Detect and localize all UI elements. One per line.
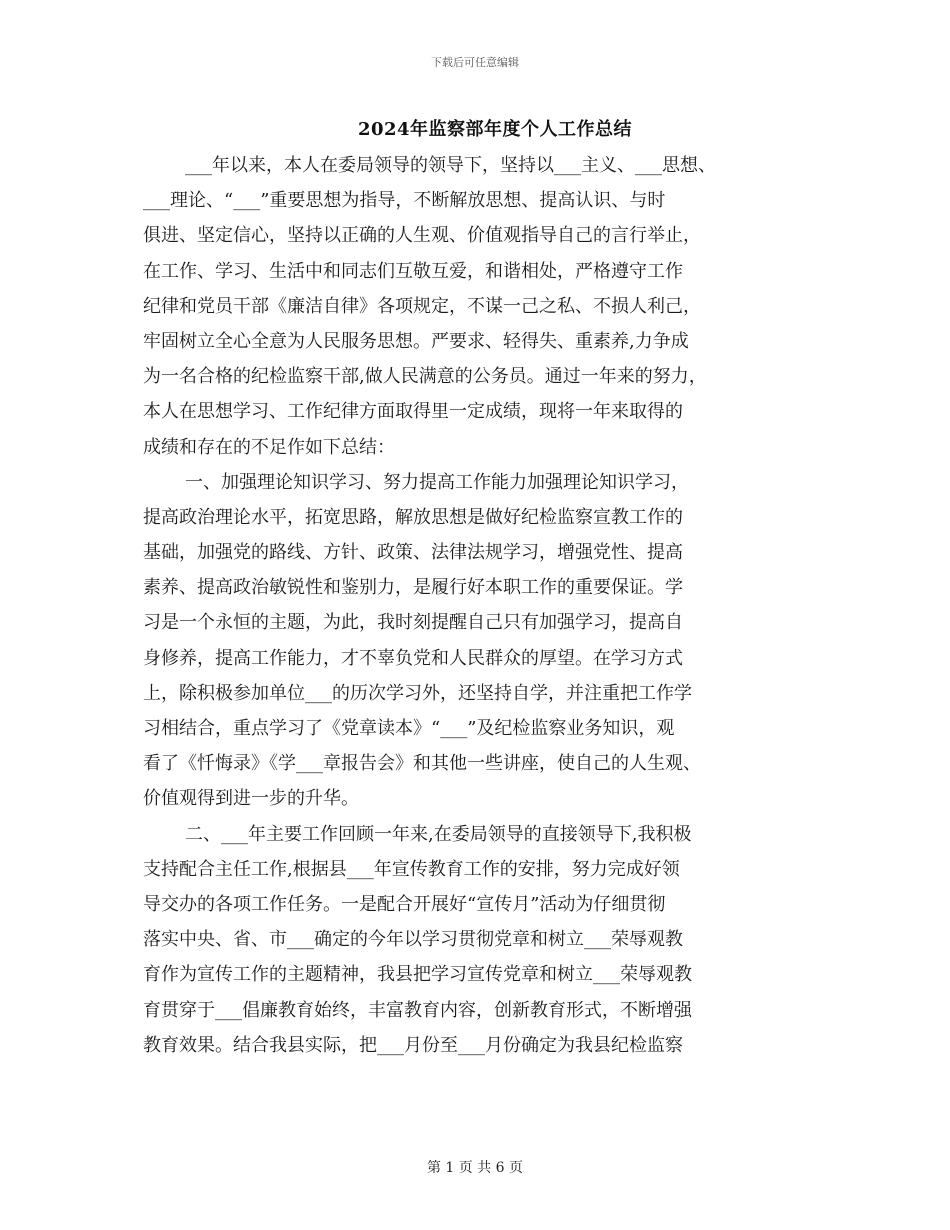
text-line: 习相结合，重点学习了《党章读本》“___”及纪检监察业务知识，观 — [143, 718, 675, 739]
text-line: 基础，加强党的路线、方针、政策、法律法规学习，增强党性、提高 — [143, 542, 683, 564]
text-line: 价值观得到进一步的升华。 — [143, 788, 359, 810]
text-line: ___年以来，本人在委局领导的领导下，坚持以___主义、___思想、 — [185, 155, 716, 176]
text-line: 支持配合主任工作,根据县___年宣传教育工作的安排，努力完成好领 — [143, 858, 680, 880]
text-line: 纪律和党员干部《廉洁自律》各项规定，不谋一己之私、不损人利己， — [143, 295, 701, 317]
text-line: 素养、提高政治敏锐性和鉴别力，是履行好本职工作的重要保证。学 — [143, 577, 683, 599]
text-line: 看了《忏悔录》《学___章报告会》和其他一些讲座，使自己的人生观、 — [143, 753, 701, 775]
text-line: 本人在思想学习、工作纪律方面取得里一定成绩，现将一年来取得的 — [143, 401, 683, 423]
text-line: 习是一个永恒的主题，为此，我时刻提醒自己只有加强学习，提高自 — [143, 612, 683, 634]
page-footer: 第 1 页 共 6 页 — [426, 1160, 524, 1176]
text-line: 俱进、坚定信心，坚持以正确的人生观、价值观指导自己的言行举止， — [143, 225, 701, 247]
text-line: 身修养，提高工作能力，才不辜负党和人民群众的厚望。在学习方式 — [143, 647, 683, 669]
text-line: 在工作、学习、生活中和同志们互敬互爱，和谐相处，严格遵守工作 — [143, 260, 683, 282]
text-line: ___理论、“___”重要思想为指导，不断解放思想、提高认识、与时 — [143, 190, 666, 212]
text-line: 育作为宣传工作的主题精神，我县把学习宣传党章和树立___荣辱观教 — [143, 964, 692, 986]
text-line: 为一名合格的纪检监察干部,做人民满意的公务员。通过一年来的努力， — [143, 366, 707, 388]
text-line: 落实中央、省、市___确定的今年以学习贯彻党章和树立___荣辱观教 — [143, 929, 683, 951]
document-title: 2024年监察部年度个人工作总结 — [357, 119, 633, 140]
text-line: 一、加强理论知识学习、努力提高工作能力加强理论知识学习， — [185, 471, 689, 493]
text-line: 二、___年主要工作回顾一年来,在委局领导的直接领导下,我积极 — [185, 823, 692, 845]
text-line: 成绩和存在的不足作如下总结： — [143, 436, 395, 458]
text-line: 提高政治理论水平，拓宽思路，解放思想是做好纪检监察宣教工作的 — [143, 506, 683, 528]
text-line: 教育效果。结合我县实际，把___月份至___月份确定为我县纪检监察 — [143, 1034, 683, 1056]
document-body — [143, 148, 823, 1063]
text-line: 导交办的各项工作任务。一是配合开展好“宣传月”活动为仔细贯彻 — [143, 893, 666, 915]
text-line: 牢固树立全心全意为人民服务思想。严要求、轻得失、重素养,力争成 — [143, 330, 689, 352]
text-line: 上，除积极参加单位___的历次学习外，还坚持自学，并注重把工作学 — [143, 682, 692, 704]
text-line: 育贯穿于___倡廉教育始终，丰富教育内容，创新教育形式，不断增强 — [143, 999, 692, 1021]
header-note: 下载后可任意编辑 — [431, 56, 519, 69]
